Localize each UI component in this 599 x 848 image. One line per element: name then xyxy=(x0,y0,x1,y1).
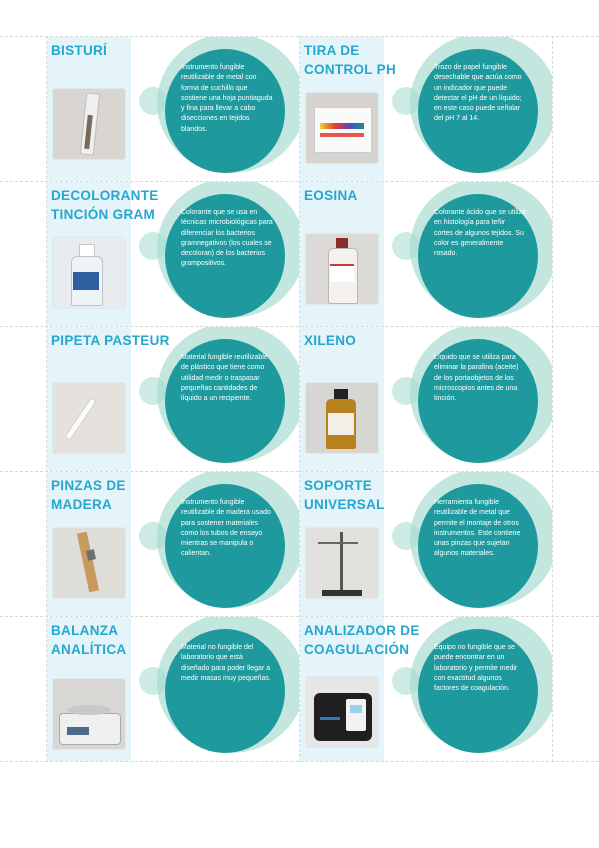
card-description: Colorante que se usa en técnicas microbiológicas para diferenciar los bacterios gramnegativos (los cuales se decoloran) de los bacterios grampositivos. xyxy=(181,209,273,268)
blob-splash xyxy=(392,87,420,115)
card-description: Líquido que se utiliza para eliminar la parafina (aceite) de los portaobjetos de los microscopios antes de una tinción. xyxy=(434,354,519,403)
card-description: Instrumento fungible reutilizable de madera usado para sostener materiales como los tubos de ensayo mientras se manipula o calientan. xyxy=(181,499,271,558)
card-pinzas xyxy=(47,472,299,616)
card-title: XILENO xyxy=(304,333,357,348)
blob-splash xyxy=(392,377,420,405)
coagulation-analyzer-photo xyxy=(306,677,378,747)
card-soporte xyxy=(300,472,552,616)
card-description: Equipo no fungible que se puede encontrar en un laboratorio y permite medir con exactitud algunos factores de coagulación. xyxy=(434,644,518,693)
card-eosina xyxy=(300,182,552,326)
cut-line xyxy=(552,36,553,762)
card-description: Instrumento fungible reutilizable de metal con forma de cuchillo que sostiene una hoja puntiaguda y fina para llevar a cabo disecciones en tejidos blandos. xyxy=(181,64,273,133)
blob-splash xyxy=(392,232,420,260)
card-title: BISTURÍ xyxy=(51,43,108,58)
card-title: EOSINA xyxy=(304,188,358,203)
card-description: Material no fungible del laboratorio que está diseñado para poder llegar a medir masas muy pequeñas. xyxy=(181,644,271,682)
card-description: Herramienta fungible reutilizable de metal que permite el montaje de otros instrumentos. Este contiene unas pinzas que sujetan algunos materiales. xyxy=(434,499,521,558)
card-title: ANALIZADOR DE COAGULACIÓN xyxy=(304,623,420,657)
card-balanza xyxy=(47,617,299,761)
blob-splash xyxy=(139,377,167,405)
scalpel-photo xyxy=(53,89,125,159)
blob-splash xyxy=(139,522,167,550)
card-title: DECOLORANTE TINCIÓN GRAM xyxy=(51,188,159,222)
balance-photo xyxy=(53,679,125,749)
blob-splash xyxy=(139,667,167,695)
ph-strip-photo xyxy=(306,93,378,163)
pipette-photo xyxy=(53,383,125,453)
blob-splash xyxy=(139,232,167,260)
card-description: Material fungible reutilizable de plástico que tiene como utilidad medir o traspasar pequeñas cantidades de líquido a un recipiente. xyxy=(181,354,268,403)
card-title: PINZAS DE MADERA xyxy=(51,478,126,512)
card-analizador xyxy=(300,617,552,761)
blob-splash xyxy=(392,522,420,550)
card-bisturi xyxy=(47,37,299,181)
lab-stand-photo xyxy=(306,528,378,598)
card-pipeta xyxy=(47,327,299,471)
blob-splash xyxy=(139,87,167,115)
card-decolorante xyxy=(47,182,299,326)
blob-splash xyxy=(392,667,420,695)
decolorant-bottle-photo xyxy=(53,238,125,308)
card-xileno xyxy=(300,327,552,471)
xylene-bottle-photo xyxy=(306,383,378,453)
card-title: BALANZA ANALÍTICA xyxy=(51,623,127,657)
card-description: Trozo de papel fungible desechable que actúa como un indicador que puede detectar el pH de un líquido; en este caso puede señalar del pH 7 al 14. xyxy=(434,64,522,123)
card-description: Colorante ácido que se utiliza en histología para teñir cortes de algunos tejidos. Su color es generalmente rosado. xyxy=(434,209,526,258)
card-title: PIPETA PASTEUR xyxy=(51,333,170,348)
wooden-tongs-photo xyxy=(53,528,125,598)
card-title: TIRA DE CONTROL PH xyxy=(304,43,397,77)
card-title: SOPORTE UNIVERSAL xyxy=(304,478,385,512)
card-tira-ph xyxy=(300,37,552,181)
eosin-bottle-photo xyxy=(306,234,378,304)
